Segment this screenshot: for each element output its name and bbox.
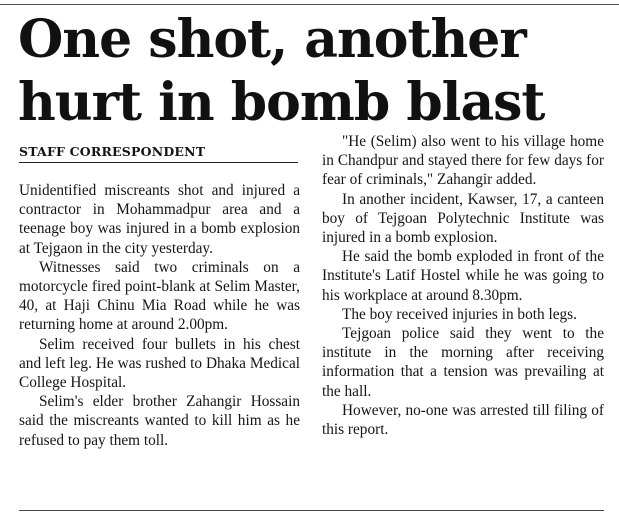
paragraph: Witnesses said two criminals on a motorcycle fired point-blank at Selim Master, 40, at Haji Chinu Mia Road while he was returning home at around 2.00pm. [19,258,300,334]
article-column-1 [19,181,300,450]
top-rule [0,4,619,5]
article-column-2 [322,132,604,439]
paragraph: Selim's elder brother Zahangir Hossain said the miscreants wanted to kill him as he refused to pay them toll. [19,393,300,449]
paragraph: "He (Selim) also went to his village home in Chandpur and stayed there for few days for fear of criminals," Zahangir added. [322,133,604,189]
paragraph: The boy received injuries in both legs. [342,305,577,323]
paragraph: Tejgoan police said they went to the institute in the morning after receiving information that a tension was prevailing at the hall. [322,325,604,400]
headline: One shot, another hurt in bomb blast [18,9,545,133]
paragraph: Selim received four bullets in his chest and left leg. He was rushed to Dhaka Medical College Hospital. [19,335,300,392]
bottom-rule [19,510,604,511]
byline-underline [19,162,298,163]
paragraph: In another incident, Kawser, 17, a canteen boy of Tejgoan Polytechnic Institute was injured in a bomb explosion. [322,190,604,247]
paragraph: However, no-one was arrested till filing of this report. [322,401,604,439]
paragraph: Unidentified miscreants shot and injured a contractor in Mohammadpur area and a teenage boy was injured in a bomb explosion at Tejgaon in the city yesterday. [19,182,300,257]
byline: STAFF CORRESPONDENT [19,144,206,159]
paragraph: He said the bomb exploded in front of the Institute's Latif Hostel while he was going to his workplace at around 8.30pm. [322,248,604,304]
